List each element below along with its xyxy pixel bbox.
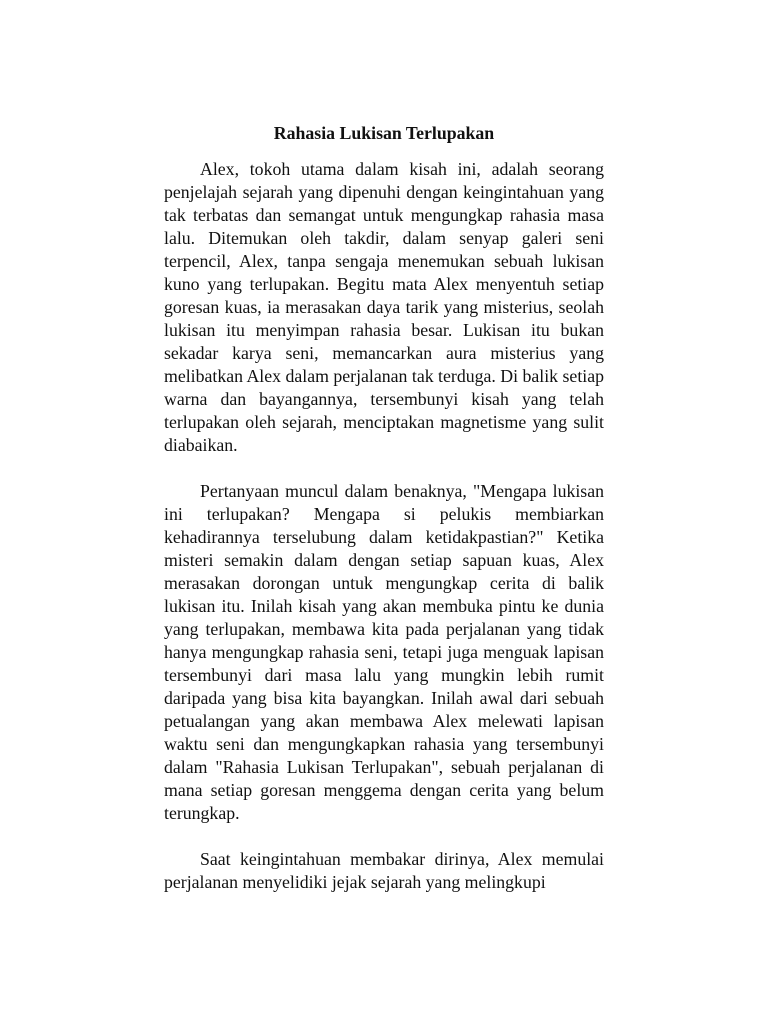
document-body bbox=[164, 121, 604, 917]
paragraph-1: Alex, tokoh utama dalam kisah ini, adalah seorang penjelajah sejarah yang dipenuhi dengan keingintahuan yang tak terbatas dan semangat untuk mengungkap rahasia masa lalu. Ditemukan oleh takdir, dalam senyap galeri seni terpencil, Alex, tanpa sengaja menemukan sebuah lukisan kuno yang terlupakan. Begitu mata Alex menyentuh setiap goresan kuas, ia merasakan daya tarik yang misterius, seolah lukisan itu menyimpan rahasia besar. Lukisan itu bukan sekadar karya seni, memancarkan aura misterius yang melibatkan Alex dalam perjalanan tak terduga. Di balik setiap warna dan bayangannya, tersembunyi kisah yang telah terlupakan oleh sejarah, menciptakan magnetisme yang sulit diabaikan. bbox=[164, 159, 604, 455]
document-title: Rahasia Lukisan Terlupakan bbox=[273, 123, 495, 143]
paragraph-3: Saat keingintahuan membakar dirinya, Alex memulai perjalanan menyelidiki jejak sejarah yang melingkupi bbox=[164, 849, 604, 892]
paragraph-2: Pertanyaan muncul dalam benaknya, "Mengapa lukisan ini terlupakan? Mengapa si pelukis membiarkan kehadirannya terselubung dalam ketidakpastian?" Ketika misteri semakin dalam dengan setiap sapuan kuas, Alex merasakan dorongan untuk mengungkap cerita di balik lukisan itu. Inilah kisah yang akan membuka pintu ke dunia yang terlupakan, membawa kita pada perjalanan yang tidak hanya mengungkap rahasia seni, tetapi juga menguak lapisan tersembunyi dari masa lalu yang mungkin lebih rumit daripada yang bisa kita bayangkan. Inilah awal dari sebuah petualangan yang akan membawa Alex melewati lapisan waktu seni dan mengungkapkan rahasia yang tersembunyi dalam "Rahasia Lukisan Terlupakan", sebuah perjalanan di mana setiap goresan menggema dengan cerita yang belum terungkap. bbox=[164, 481, 604, 823]
